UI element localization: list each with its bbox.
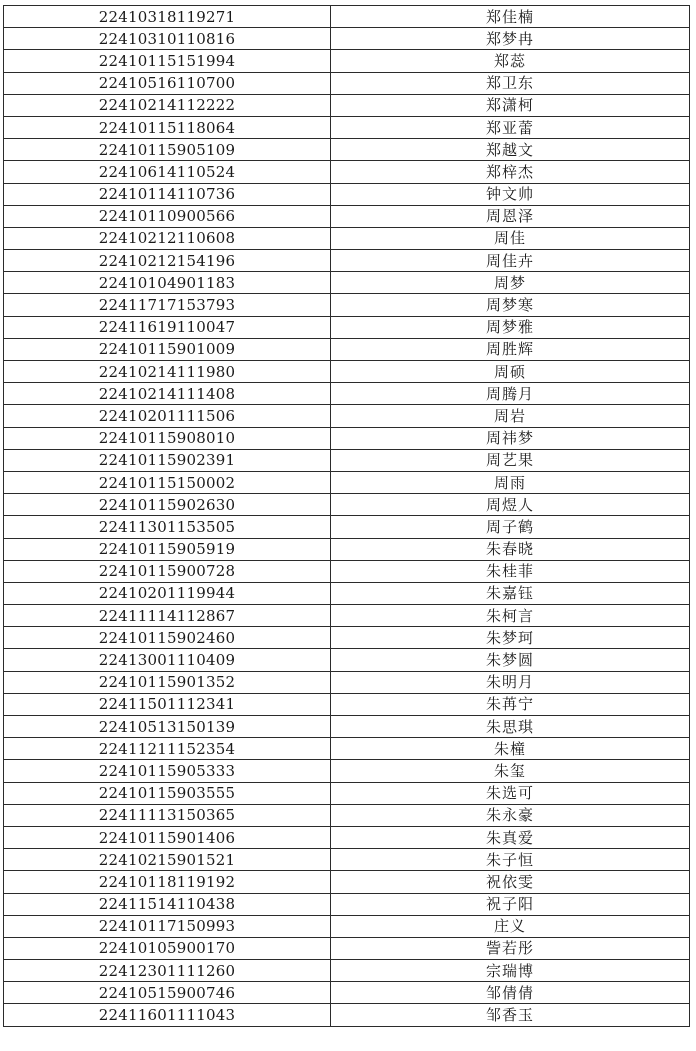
student-id-cell: 22410118119192 <box>4 871 331 893</box>
student-name-cell: 朱真爱 <box>331 826 690 848</box>
student-name-cell: 周子鹤 <box>331 516 690 538</box>
student-id-cell: 22410115905333 <box>4 760 331 782</box>
student-id-cell: 22410115150002 <box>4 471 331 493</box>
table-row <box>4 28 690 50</box>
student-id-cell: 22410115900728 <box>4 560 331 582</box>
roster-table <box>3 5 690 1027</box>
student-name-cell: 郑梓杰 <box>331 161 690 183</box>
student-name-cell: 朱橦 <box>331 738 690 760</box>
student-id-cell: 22410115902391 <box>4 449 331 471</box>
table-row <box>4 316 690 338</box>
student-name-cell: 周艺果 <box>331 449 690 471</box>
table-row <box>4 960 690 982</box>
student-id-cell: 22411211152354 <box>4 738 331 760</box>
student-name-cell: 周佳卉 <box>331 250 690 272</box>
student-id-cell: 22410212110608 <box>4 227 331 249</box>
table-row <box>4 183 690 205</box>
student-id-cell: 22410515900746 <box>4 982 331 1004</box>
table-row <box>4 605 690 627</box>
table-row <box>4 937 690 959</box>
table-row <box>4 871 690 893</box>
student-name-cell: 邹香玉 <box>331 1004 690 1026</box>
student-name-cell: 朱嘉钰 <box>331 582 690 604</box>
student-name-cell: 朱思琪 <box>331 716 690 738</box>
student-id-cell: 22410104901183 <box>4 272 331 294</box>
student-name-cell: 周祎梦 <box>331 427 690 449</box>
table-row <box>4 693 690 715</box>
student-id-cell: 22411501112341 <box>4 693 331 715</box>
student-name-cell: 朱子恒 <box>331 849 690 871</box>
student-id-cell: 22410214111980 <box>4 361 331 383</box>
student-name-cell: 周腾月 <box>331 383 690 405</box>
table-row <box>4 94 690 116</box>
student-name-cell: 郑佳楠 <box>331 6 690 28</box>
student-name-cell: 祝子阳 <box>331 893 690 915</box>
student-name-cell: 钟文帅 <box>331 183 690 205</box>
student-name-cell: 周佳 <box>331 227 690 249</box>
table-row <box>4 294 690 316</box>
table-row <box>4 560 690 582</box>
student-id-cell: 22410110900566 <box>4 205 331 227</box>
student-id-cell: 22410115902630 <box>4 494 331 516</box>
table-row <box>4 383 690 405</box>
roster-table-body <box>4 6 690 1027</box>
student-name-cell: 朱柯言 <box>331 605 690 627</box>
student-id-cell: 22410310110816 <box>4 28 331 50</box>
student-id-cell: 22410614110524 <box>4 161 331 183</box>
student-id-cell: 22411619110047 <box>4 316 331 338</box>
table-row <box>4 538 690 560</box>
student-name-cell: 周煜人 <box>331 494 690 516</box>
student-name-cell: 周恩泽 <box>331 205 690 227</box>
table-row <box>4 738 690 760</box>
table-row <box>4 494 690 516</box>
student-id-cell: 22410115903555 <box>4 782 331 804</box>
table-row <box>4 50 690 72</box>
student-id-cell: 22410214112222 <box>4 94 331 116</box>
student-name-cell: 宗瑞博 <box>331 960 690 982</box>
student-id-cell: 22410115901352 <box>4 671 331 693</box>
student-id-cell: 22410516110700 <box>4 72 331 94</box>
table-row <box>4 161 690 183</box>
student-id-cell: 22410115901009 <box>4 338 331 360</box>
student-name-cell: 朱玺 <box>331 760 690 782</box>
table-row <box>4 849 690 871</box>
student-id-cell: 22410513150139 <box>4 716 331 738</box>
student-name-cell: 朱桂菲 <box>331 560 690 582</box>
student-name-cell: 周梦雅 <box>331 316 690 338</box>
student-name-cell: 朱明月 <box>331 671 690 693</box>
table-row <box>4 582 690 604</box>
student-id-cell: 22410215901521 <box>4 849 331 871</box>
student-id-cell: 22411301153505 <box>4 516 331 538</box>
table-row <box>4 982 690 1004</box>
table-row <box>4 361 690 383</box>
student-id-cell: 22410214111408 <box>4 383 331 405</box>
table-row <box>4 716 690 738</box>
student-id-cell: 22410115118064 <box>4 116 331 138</box>
student-name-cell: 朱选可 <box>331 782 690 804</box>
table-row <box>4 760 690 782</box>
student-id-cell: 22413001110409 <box>4 649 331 671</box>
table-row <box>4 272 690 294</box>
student-id-cell: 22410318119271 <box>4 6 331 28</box>
table-row <box>4 782 690 804</box>
student-name-cell: 郑越文 <box>331 139 690 161</box>
student-name-cell: 郑亚蕾 <box>331 116 690 138</box>
table-row <box>4 915 690 937</box>
student-id-cell: 22410115908010 <box>4 427 331 449</box>
table-row <box>4 139 690 161</box>
table-row <box>4 671 690 693</box>
student-name-cell: 朱梦珂 <box>331 627 690 649</box>
table-row <box>4 72 690 94</box>
student-name-cell: 朱春晓 <box>331 538 690 560</box>
table-row <box>4 516 690 538</box>
student-id-cell: 22411601111043 <box>4 1004 331 1026</box>
student-name-cell: 郑蕊 <box>331 50 690 72</box>
student-name-cell: 庄义 <box>331 915 690 937</box>
student-name-cell: 周雨 <box>331 471 690 493</box>
table-row <box>4 804 690 826</box>
student-name-cell: 祝依雯 <box>331 871 690 893</box>
student-id-cell: 22411514110438 <box>4 893 331 915</box>
student-id-cell: 22411114112867 <box>4 605 331 627</box>
table-row <box>4 427 690 449</box>
table-row <box>4 627 690 649</box>
student-name-cell: 朱永豪 <box>331 804 690 826</box>
student-name-cell: 周梦寒 <box>331 294 690 316</box>
table-row <box>4 649 690 671</box>
student-id-cell: 22410115151994 <box>4 50 331 72</box>
table-row <box>4 6 690 28</box>
student-name-cell: 周梦 <box>331 272 690 294</box>
student-id-cell: 22410105900170 <box>4 937 331 959</box>
student-name-cell: 訾若彤 <box>331 937 690 959</box>
table-row <box>4 449 690 471</box>
roster-sheet <box>3 5 689 1027</box>
student-name-cell: 邹倩倩 <box>331 982 690 1004</box>
student-name-cell: 周硕 <box>331 361 690 383</box>
student-id-cell: 22411717153793 <box>4 294 331 316</box>
table-row <box>4 405 690 427</box>
student-id-cell: 22410201119944 <box>4 582 331 604</box>
student-id-cell: 22411113150365 <box>4 804 331 826</box>
table-row <box>4 471 690 493</box>
student-id-cell: 22410114110736 <box>4 183 331 205</box>
table-row <box>4 227 690 249</box>
student-id-cell: 22412301111260 <box>4 960 331 982</box>
table-row <box>4 250 690 272</box>
student-id-cell: 22410201111506 <box>4 405 331 427</box>
student-id-cell: 22410115902460 <box>4 627 331 649</box>
student-id-cell: 22410115901406 <box>4 826 331 848</box>
table-row <box>4 116 690 138</box>
student-name-cell: 周胜辉 <box>331 338 690 360</box>
student-name-cell: 郑卫东 <box>331 72 690 94</box>
student-id-cell: 22410212154196 <box>4 250 331 272</box>
student-name-cell: 朱苒宁 <box>331 693 690 715</box>
student-id-cell: 22410115905109 <box>4 139 331 161</box>
student-id-cell: 22410117150993 <box>4 915 331 937</box>
table-row <box>4 338 690 360</box>
student-name-cell: 郑梦冉 <box>331 28 690 50</box>
table-row <box>4 1004 690 1026</box>
student-name-cell: 周岩 <box>331 405 690 427</box>
table-row <box>4 205 690 227</box>
table-row <box>4 893 690 915</box>
student-name-cell: 郑潇柯 <box>331 94 690 116</box>
student-name-cell: 朱梦圆 <box>331 649 690 671</box>
table-row <box>4 826 690 848</box>
student-id-cell: 22410115905919 <box>4 538 331 560</box>
